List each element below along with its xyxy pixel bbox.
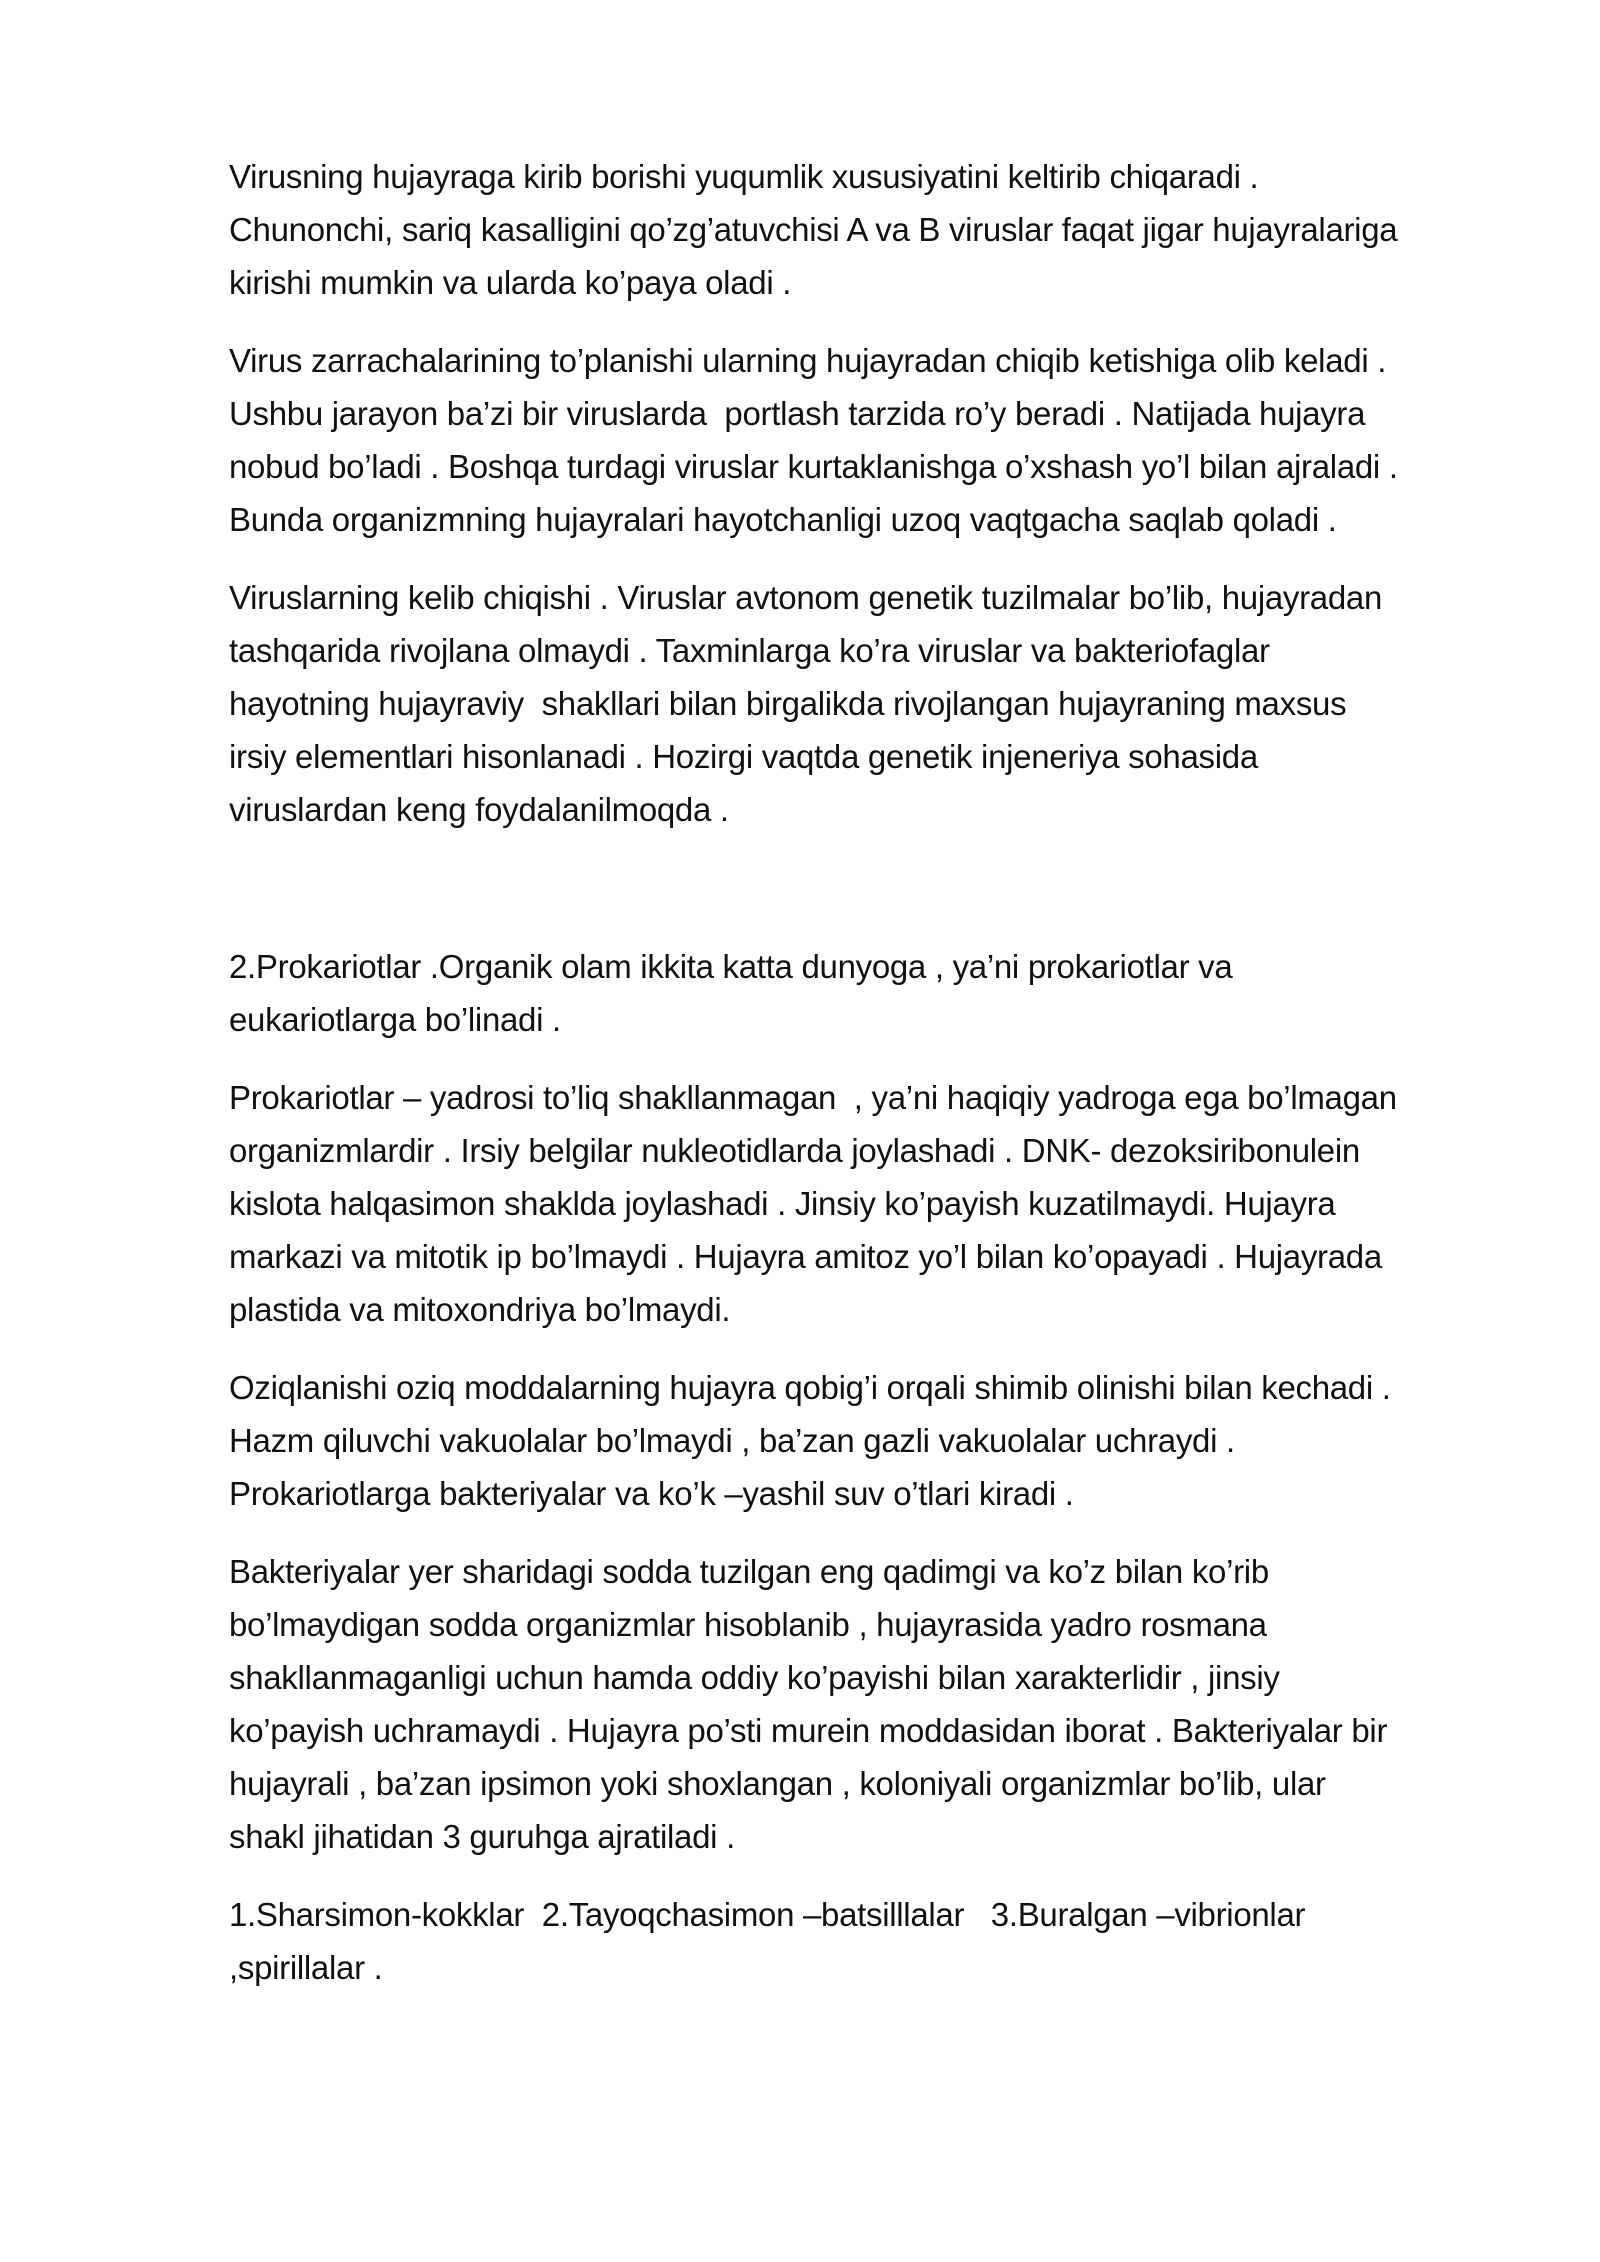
paragraph-virus-origin: Viruslarning kelib chiqishi . Viruslar avtonom genetik tuzilmalar bo’lib, hujayradan tashqarida rivojlana olmaydi . Taxminlarga ko’ra viruslar va bakteriofaglar hayotning hujayraviy shakllari bilan birgalikda rivojlangan hujayraning maxsus irsiy elementlari hisonlanadi . Hozirgi vaqtda genetik injeneriya sohasida viruslardan keng foydalanilmoqda .	[229, 579, 1391, 828]
paragraph-nutrition: Oziqlanishi oziq moddalarning hujayra qobig’i orqali shimib olinishi bilan kechadi . Hazm qiluvchi vakuolalar bo’lmaydi , ba’zan gazli vakuolalar uchraydi . Prokariotlarga bakteriyalar va ko’k –yashil suv o’tlari kiradi .	[229, 1369, 1400, 1512]
paragraph-bacteria-groups: 1.Sharsimon-kokklar 2.Tayoqchasimon –batsilllalar 3.Buralgan –vibrionlar ,spirillalar .	[229, 1896, 1315, 1986]
paragraph-virus-release: Virus zarrachalarining to’planishi ularning hujayradan chiqib ketishiga olib keladi . Ushbu jarayon ba’zi bir viruslarda portlash tarzida ro’y beradi . Natijada hujayra nobud bo’ladi . Boshqa turdagi viruslar kurtaklanishga o’xshash yo’l bilan ajraladi . Bunda organizmning hujayralari hayotchanligi uzoq vaqtgacha saqlab qoladi .	[229, 342, 1407, 538]
paragraph-prokaryotes-definition: Prokariotlar – yadrosi to’liq shakllanmagan , ya’ni haqiqiy yadroga ega bo’lmagan organizmlardir . Irsiy belgilar nukleotidlarda joylashadi . DNK- dezoksiribonulein kislota halqasimon shaklda joylashadi . Jinsiy ko’payish kuzatilmaydi. Hujayra markazi va mitotik ip bo’lmaydi . Hujayra amitoz yo’l bilan ko’opayadi . Hujayrada plastida va mitoxondriya bo’lmaydi.	[229, 1079, 1406, 1328]
paragraph-bacteria: Bakteriyalar yer sharidagi sodda tuzilgan eng qadimgi va ko’z bilan ko’rib bo’lmaydigan sodda organizmlar hisoblanib , hujayrasida yadro rosmana shakllanmaganligi uchun hamda oddiy ko’payishi bilan xarakterlidir , jinsiy ko’payish uchramaydi . Hujayra po’sti murein moddasidan iborat . Bakteriyalar bir hujayrali , ba’zan ipsimon yoki shoxlangan , koloniyali organizmlar bo’lib, ular shakl jihatidan 3 guruhga ajratiladi .	[229, 1553, 1397, 1855]
paragraph-virus-entry: Virusning hujayraga kirib borishi yuqumlik xususiyatini keltirib chiqaradi . Chunonchi, sariq kasalligini qo’zg’atuvchisi A va B viruslar faqat jigar hujayralariga kirishi mumkin va ularda ko’paya oladi .	[229, 158, 1407, 301]
paragraph-prokaryotes-heading: 2.Prokariotlar .Organik olam ikkita katta dunyoga , ya’ni prokariotlar va eukariotlarga bo’linadi .	[229, 948, 1242, 1038]
